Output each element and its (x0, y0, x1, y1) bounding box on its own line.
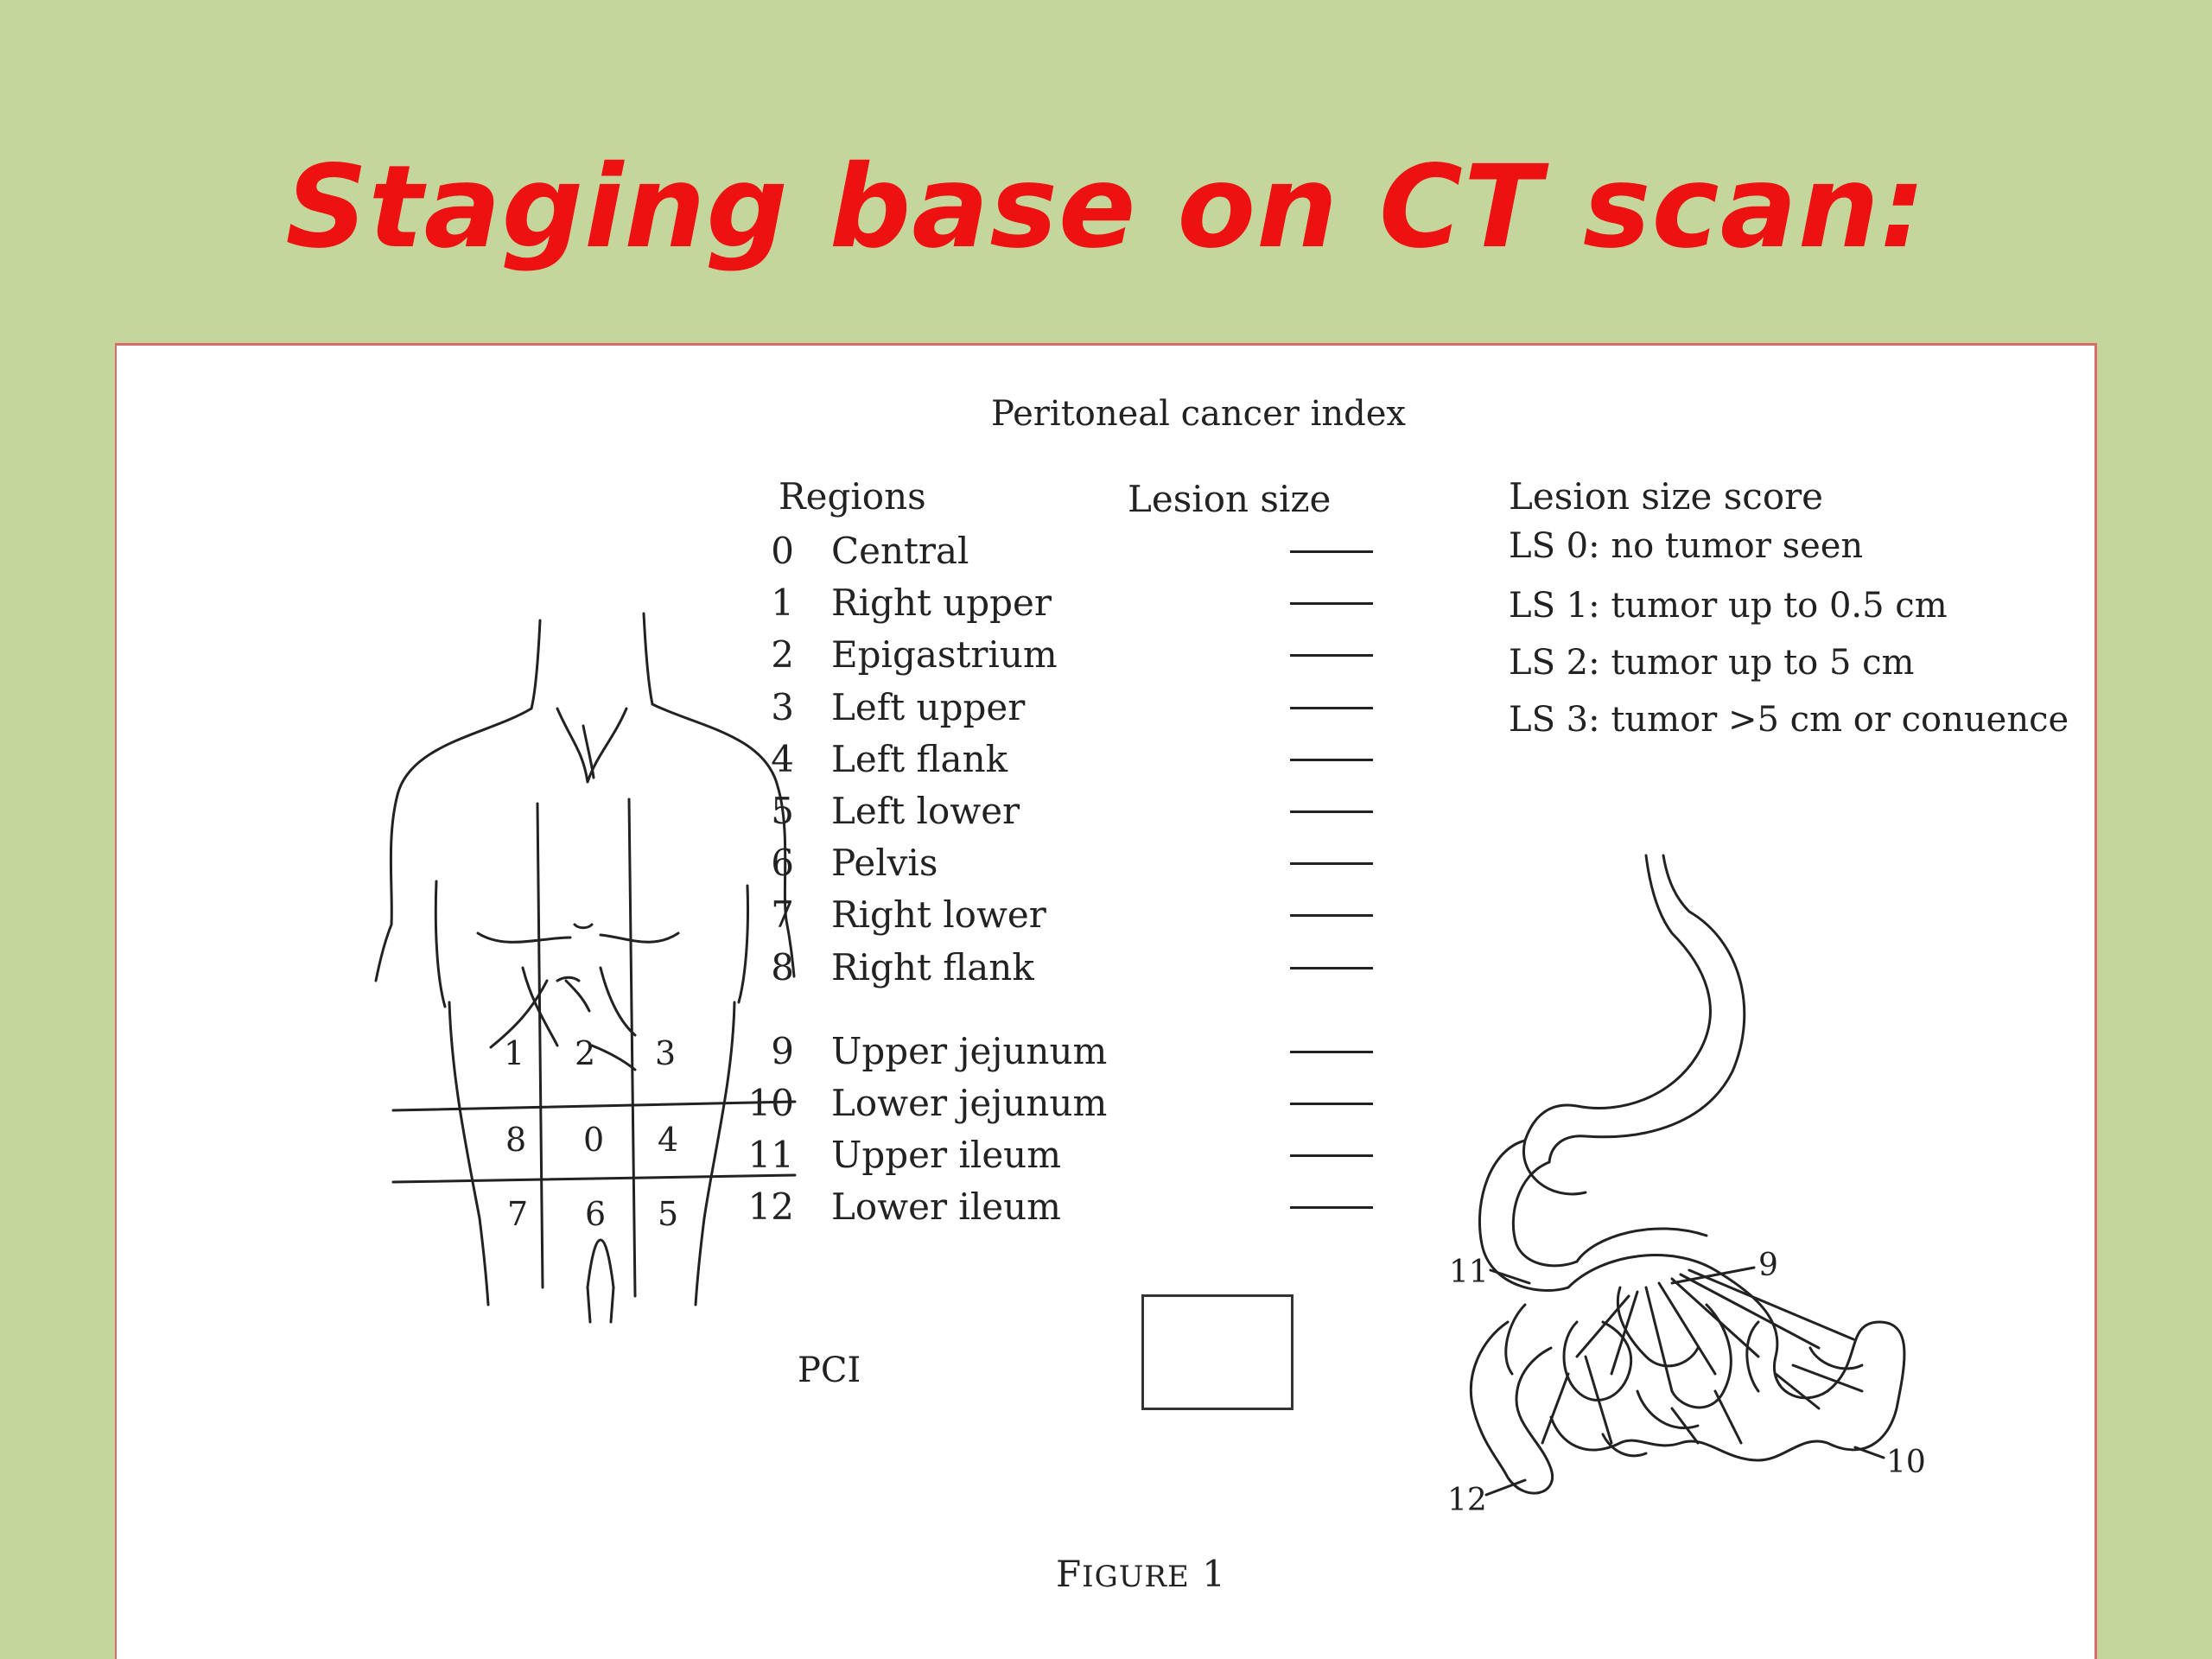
figure-caption (1056, 1553, 1226, 1595)
region-name: Pelvis (831, 842, 938, 884)
lesion-size-header: Lesion size (1128, 478, 1332, 520)
region-number: 6 (771, 842, 794, 884)
region-number: 11 (747, 1134, 794, 1176)
figure-title: Peritoneal cancer index (991, 394, 1406, 434)
region-number: 12 (747, 1185, 794, 1228)
region-name: Left lower (831, 790, 1020, 832)
region-number: 2 (771, 633, 794, 676)
region-number: 10 (747, 1082, 794, 1124)
lesion-size-blank (1290, 1103, 1373, 1105)
slide-title: Staging base on CT scan: (285, 141, 1927, 274)
region-number: 7 (771, 893, 794, 936)
bowel-label-11: 11 (1449, 1255, 1489, 1290)
region-number: 3 (771, 686, 794, 728)
caption-initial: F (1056, 1553, 1083, 1595)
region-name: Upper ileum (831, 1134, 1062, 1176)
bowel-label-12: 12 (1447, 1483, 1487, 1518)
lesion-size-blank (1290, 759, 1373, 761)
torso-region-5: 5 (658, 1195, 679, 1233)
region-number: 4 (771, 738, 794, 780)
region-number: 1 (771, 582, 794, 624)
bowel-diagram (1413, 838, 2087, 1518)
figure-panel (115, 343, 2097, 1659)
torso-region-2: 2 (575, 1034, 596, 1072)
region-name: Right upper (831, 582, 1052, 624)
lesion-score-item: LS 2: tumor up to 5 cm (1509, 643, 1915, 683)
torso-region-3: 3 (655, 1034, 677, 1072)
bowel-label-9: 9 (1758, 1248, 1778, 1283)
region-number: 0 (771, 530, 794, 572)
lesion-size-blank (1290, 1154, 1373, 1157)
lesion-size-blank (1290, 862, 1373, 865)
torso-region-7: 7 (507, 1195, 529, 1233)
region-name: Right flank (831, 946, 1034, 988)
region-name: Left upper (831, 686, 1026, 728)
lesion-score-item: LS 0: no tumor seen (1509, 526, 1864, 566)
region-number: 9 (771, 1030, 794, 1072)
region-name: Central (831, 530, 969, 572)
lesion-size-blank (1290, 810, 1373, 813)
lesion-size-blank (1290, 967, 1373, 969)
torso-region-1: 1 (504, 1034, 525, 1072)
pci-score-box (1141, 1294, 1294, 1410)
bowel-label-10: 10 (1886, 1445, 1926, 1480)
torso-region-6: 6 (585, 1195, 607, 1233)
lesion-size-blank (1290, 602, 1373, 605)
lesion-size-blank (1290, 914, 1373, 917)
lesion-size-blank (1290, 1206, 1373, 1209)
region-name: Right lower (831, 893, 1046, 936)
region-name: Epigastrium (831, 633, 1058, 676)
lesion-size-blank (1290, 550, 1373, 553)
lesion-score-item: LS 3: tumor >5 cm or conuence (1509, 700, 2069, 740)
caption-smallcaps: IGURE (1082, 1560, 1190, 1594)
lesion-size-blank (1290, 1051, 1373, 1053)
regions-header: Regions (779, 475, 926, 518)
region-name: Lower ileum (831, 1185, 1062, 1228)
lesion-score-header: Lesion size score (1509, 475, 1824, 518)
torso-region-0: 0 (583, 1121, 605, 1159)
region-name: Left flank (831, 738, 1008, 780)
caption-number: 1 (1202, 1553, 1226, 1595)
region-name: Lower jejunum (831, 1082, 1108, 1124)
torso-region-4: 4 (658, 1121, 679, 1159)
region-number: 5 (771, 790, 794, 832)
region-number: 8 (771, 946, 794, 988)
torso-diagram (272, 596, 808, 1313)
region-name: Upper jejunum (831, 1030, 1108, 1072)
lesion-score-item: LS 1: tumor up to 0.5 cm (1509, 586, 1948, 626)
lesion-size-blank (1290, 654, 1373, 657)
pci-label: PCI (798, 1351, 861, 1390)
lesion-size-blank (1290, 707, 1373, 709)
torso-region-8: 8 (505, 1121, 527, 1159)
